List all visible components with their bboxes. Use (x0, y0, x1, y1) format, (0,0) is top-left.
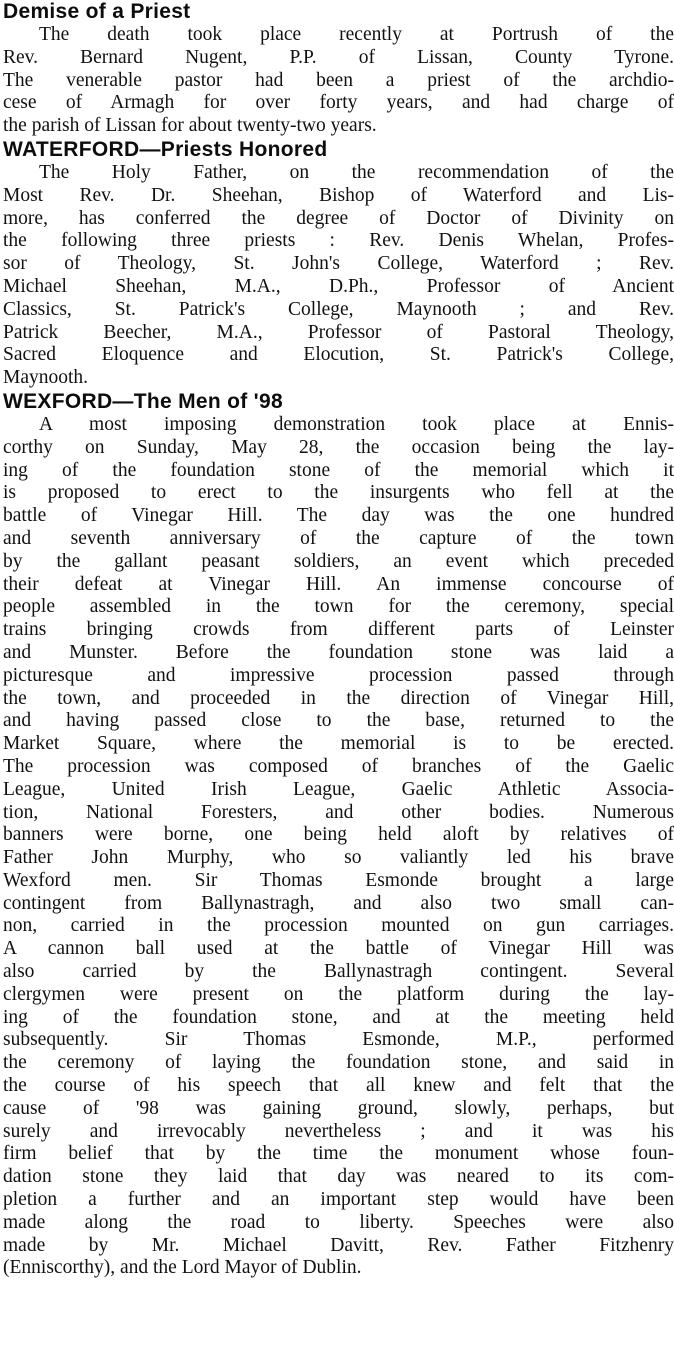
article-wexford-men-of-98 (3, 390, 674, 1280)
text-line: the town, and proceeded in the direction of Vinegar Hill, (3, 687, 674, 709)
text-line: Classics, St. Patrick's College, Maynooth ; and Rev. (3, 298, 674, 320)
article-heading: WEXFORD—The Men of '98 (3, 389, 283, 413)
text-line: firm belief that by the time the monument whose foun- (3, 1143, 674, 1165)
text-line: Father John Murphy, who so valiantly led his brave (3, 847, 674, 869)
text-line: the ceremony of laying the foundation stone, and said in (3, 1052, 674, 1074)
text-line: their defeat at Vinegar Hill. An immense concourse of (3, 573, 674, 595)
text-line: by the gallant peasant soldiers, an event which preceded (3, 550, 674, 572)
article-heading: WATERFORD—Priests Honored (3, 137, 328, 161)
text-line: The Holy Father, on the recommendation of the (39, 161, 674, 183)
article-body (3, 414, 674, 1280)
article-heading: Demise of a Priest (3, 0, 191, 23)
text-line: contingent from Ballynastragh, and also two small can- (3, 892, 674, 914)
text-line: battle of Vinegar Hill. The day was the one hundred (3, 505, 674, 527)
text-line: banners were borne, one being held aloft by relatives of (3, 824, 674, 846)
text-line: The death took place recently at Portrush of the (39, 24, 674, 45)
text-line: Patrick Beecher, M.A., Professor of Pastoral Theology, (3, 321, 674, 343)
article-waterford-priests-honored (3, 138, 674, 390)
text-line: and Munster. Before the foundation stone was laid a (3, 641, 674, 663)
text-line: non, carried in the procession mounted on gun carriages. (3, 915, 674, 937)
text-line: is proposed to erect to the insurgents who fell at the (3, 482, 674, 504)
text-line: Rev. Bernard Nugent, P.P. of Lissan, County Tyrone. (3, 46, 674, 68)
text-line: A cannon ball used at the battle of Vinegar Hill was (3, 938, 674, 960)
text-line: Most Rev. Dr. Sheehan, Bishop of Waterford and Lis- (3, 184, 674, 206)
text-line: more, has conferred the degree of Doctor of Divinity on (3, 207, 674, 229)
text-line: ing of the foundation stone, and at the meeting held (3, 1006, 674, 1028)
text-line: The venerable pastor had been a priest of the archdio- (3, 69, 674, 91)
text-line: The procession was composed of branches of the Gaelic (3, 755, 674, 777)
text-line: Market Square, where the memorial is to be erected. (3, 733, 674, 755)
text-line: Wexford men. Sir Thomas Esmonde brought a large (3, 869, 674, 891)
text-line: and seventh anniversary of the capture of the town (3, 527, 674, 549)
text-line: tion, National Foresters, and other bodies. Numerous (3, 801, 674, 823)
text-line: League, United Irish League, Gaelic Athletic Associa- (3, 778, 674, 800)
text-line: cause of '98 was gaining ground, slowly, perhaps, but (3, 1097, 674, 1119)
text-line: Michael Sheehan, M.A., D.Ph., Professor of Ancient (3, 275, 674, 297)
text-line: made by Mr. Michael Davitt, Rev. Father Fitzhenry (3, 1234, 674, 1256)
text-line: clergymen were present on the platform during the lay- (3, 983, 674, 1005)
text-line: made along the road to liberty. Speeches were also (3, 1211, 674, 1233)
text-line: the course of his speech that all knew and felt that the (3, 1075, 674, 1097)
text-line: also carried by the Ballynastragh contingent. Several (3, 961, 674, 983)
text-line: picturesque and impressive procession passed through (3, 664, 674, 686)
text-line: people assembled in the town for the ceremony, special (3, 596, 674, 618)
article-body (3, 24, 674, 138)
article-demise-of-a-priest (3, 0, 674, 138)
text-line: ing of the foundation stone of the memorial which it (3, 459, 674, 481)
text-line: surely and irrevocably nevertheless ; and it was his (3, 1120, 674, 1142)
text-line: subsequently. Sir Thomas Esmonde, M.P., performed (3, 1029, 674, 1051)
text-line: (Enniscorthy), and the Lord Mayor of Dublin. (3, 1257, 362, 1279)
article-body (3, 162, 674, 390)
text-line: dation stone they laid that day was neared to its com- (3, 1166, 674, 1188)
text-line: cese of Armagh for over forty years, and had charge of (3, 92, 674, 114)
text-line: Sacred Eloquence and Elocution, St. Patrick's College, (3, 344, 674, 366)
text-line: the parish of Lissan for about twenty-two years. (3, 115, 377, 137)
text-line: trains bringing crowds from different parts of Leinster (3, 619, 674, 641)
text-line: corthy on Sunday, May 28, the occasion being the lay- (3, 436, 674, 458)
text-line: A most imposing demonstration took place at Ennis- (39, 413, 674, 435)
text-line: the following three priests : Rev. Denis Whelan, Profes- (3, 230, 674, 252)
text-line: and having passed close to the base, returned to the (3, 710, 674, 732)
text-line: pletion a further and an important step would have been (3, 1189, 674, 1211)
text-line: sor of Theology, St. John's College, Waterford ; Rev. (3, 253, 674, 275)
text-line: Maynooth. (3, 367, 89, 389)
